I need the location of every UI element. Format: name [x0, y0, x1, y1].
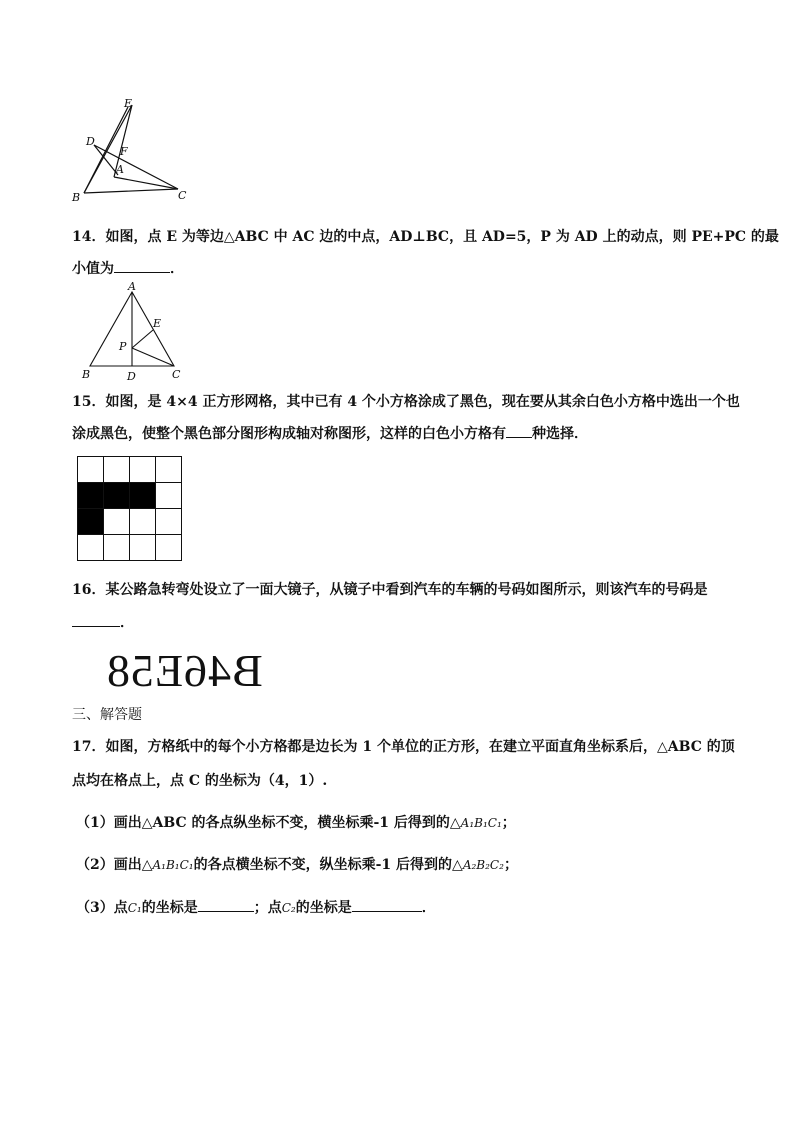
fig14-label-p: P	[119, 340, 127, 353]
fig13-label-d: D	[86, 135, 95, 148]
q17-part3	[76, 897, 436, 918]
q17-part3-end: ．	[421, 900, 436, 916]
q17-part3-text-d: 的坐标是	[295, 900, 352, 916]
mirror-plate-text: B46E58	[106, 645, 263, 696]
q17-line2: 点均在格点上，点 C 的坐标为（4，1）.	[72, 773, 328, 789]
fig14-label-d: D	[127, 370, 136, 383]
grid-row	[78, 483, 182, 509]
q17-part3-text-b: 的坐标是	[141, 900, 198, 916]
fig13-label-b: B	[72, 191, 81, 204]
q14-line2-text: 小值为	[72, 261, 114, 277]
grid-cell	[130, 535, 156, 561]
q17-part2-end: ；	[503, 857, 518, 873]
fig13-label-e: E	[124, 97, 133, 110]
mirror-plate	[106, 645, 263, 696]
symbol-a1b1c1: A₁B₁C₁	[460, 816, 502, 830]
grid-cell-black	[130, 483, 156, 509]
q15-grid	[77, 456, 182, 561]
fig13-label-c: C	[178, 189, 187, 202]
q16-line2	[72, 612, 134, 633]
q17-part2-text-b: 的各点横坐标不变，纵坐标乘-1 后得到的△	[193, 857, 463, 873]
grid-cell	[130, 509, 156, 535]
q17-c2-answer-blank	[352, 897, 422, 912]
grid-cell	[78, 457, 104, 483]
q17-part1-text: （1）画出△ABC 的各点纵坐标不变，横坐标乘-1 后得到的△	[76, 815, 461, 831]
q16-line1: 16．某公路急转弯处设立了一面大镜子，从镜子中看到汽车的车辆的号码如图所示，则该汽车的号码是	[72, 582, 708, 598]
fig14-label-b: B	[82, 368, 91, 381]
q15-line2-b: 种选择．	[532, 426, 588, 442]
q15-line2	[72, 423, 588, 444]
grid-cell	[104, 457, 130, 483]
q15-answer-blank	[506, 423, 532, 438]
q15-line1: 15．如图，是 4×4 正方形网格，其中已有 4 个小方格涂成了黑色，现在要从其余白色小方格中选出一个也	[72, 394, 740, 410]
grid-cell	[156, 535, 182, 561]
grid-cell-black	[104, 483, 130, 509]
grid-row	[78, 509, 182, 535]
q14-answer-blank	[114, 258, 170, 273]
grid-row	[78, 457, 182, 483]
fig14-label-e: E	[153, 317, 162, 330]
q14-line2	[72, 258, 184, 279]
q17-part1	[76, 813, 516, 833]
figure-q13	[70, 95, 200, 205]
q16-end: ．	[120, 615, 134, 631]
symbol-c2: C₂	[281, 901, 296, 915]
q17-c1-answer-blank	[198, 897, 254, 912]
fig13-label-f: F	[120, 145, 128, 158]
q17-part2-text-a: （2）画出△	[76, 857, 153, 873]
q17-part3-text-c: ；点	[253, 900, 282, 916]
fig14-label-a: A	[128, 280, 136, 293]
grid-cell	[156, 457, 182, 483]
grid-row	[78, 535, 182, 561]
grid-cell	[156, 483, 182, 509]
grid-cell	[130, 457, 156, 483]
q14-line1: 14．如图，点 E 为等边△ABC 中 AC 边的中点，AD⊥BC，且 AD=5，P 为 AD 上的动点，则 PE+PC 的最	[72, 229, 779, 245]
q17-part3-text-a: （3）点	[76, 900, 128, 916]
fig14-label-c: C	[172, 368, 181, 381]
q17-part1-end: ；	[501, 815, 516, 831]
q15-line2-a: 涂成黑色，使整个黑色部分图形构成轴对称图形，这样的白色小方格有	[72, 426, 506, 442]
symbol-a2b2c2: A₂B₂C₂	[462, 858, 504, 872]
symbol-a1b1c1: A₁B₁C₁	[152, 858, 194, 872]
grid-cell	[78, 535, 104, 561]
q14-end: ．	[170, 261, 184, 277]
fig13-label-a: A	[116, 163, 124, 176]
q16-answer-blank	[72, 612, 120, 627]
symbol-c1: C₁	[127, 901, 142, 915]
grid-cell	[156, 509, 182, 535]
figure-q14	[78, 280, 188, 384]
grid-cell-black	[78, 509, 104, 535]
section-title: 三、解答题	[72, 707, 142, 723]
q17-line1: 17．如图，方格纸中的每个小方格都是边长为 1 个单位的正方形，在建立平面直角坐标系后，△ABC 的顶	[72, 739, 735, 755]
grid-cell	[104, 509, 130, 535]
grid-cell-black	[78, 483, 104, 509]
grid-cell	[104, 535, 130, 561]
q17-part2	[76, 855, 518, 875]
